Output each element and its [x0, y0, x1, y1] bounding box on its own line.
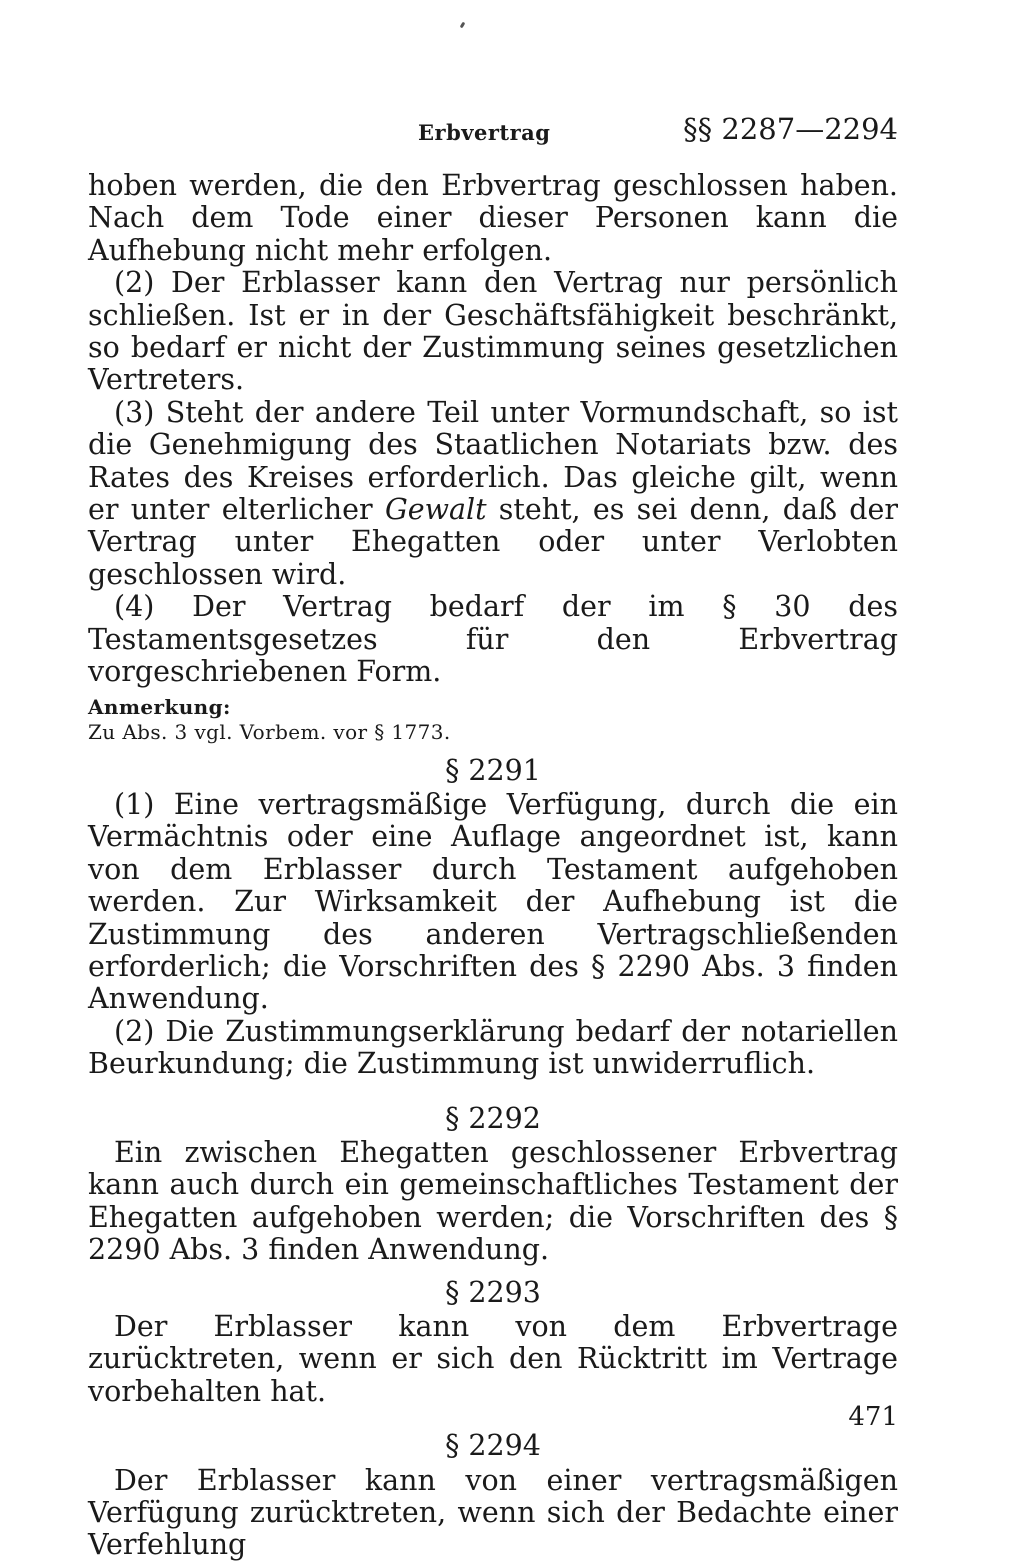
running-header	[88, 112, 898, 156]
paragraph-2292: Ein zwischen Ehegatten geschlossener Erbvertrag kann auch durch ein gemeinschaftliches Testament der Ehegatten aufgehoben werden; die Vorschriften des § 2290 Abs. 3 finden Anwendung.	[88, 1135, 898, 1267]
note-text: Zu Abs. 3 vgl. Vorbem. vor § 1773.	[88, 719, 451, 744]
header-section-range: §§ 2287—2294	[683, 112, 898, 146]
paragraph-2291-abs-1: (1) Eine vertragsmäßige Verfügung, durch die ein Vermächtnis oder eine Auflage angeordnet ist, kann von dem Erblasser durch Testament aufgehoben werden. Zur Wirksamkeit der Aufhebung ist die Zustimmung des anderen Vertragschließenden erforderlich; die Vorschriften des § 2290 Abs. 3 finden Anwendung.	[88, 787, 898, 1016]
paragraph-2294: Der Erblasser kann von einer vertragsmäßigen Verfügung zurücktreten, wenn sich der Bedachte einer Verfehlung	[88, 1463, 898, 1562]
paragraph-2291-abs-2: (2) Die Zustimmungserklärung bedarf der notariellen Beurkundung; die Zustimmung ist unwiderruflich.	[88, 1014, 898, 1081]
section-heading-2291: § 2291	[445, 753, 541, 787]
paragraph-2290-abs-2: (2) Der Erblasser kann den Vertrag nur persönlich schließen. Ist er in der Geschäftsfähigkeit beschränkt, so bedarf er nicht der Zustimmung seines gesetzlichen Vertreters.	[88, 266, 898, 397]
section-heading-2292: § 2292	[445, 1101, 541, 1135]
note-heading: Anmerkung:	[88, 694, 231, 719]
paragraph-text: steht, es sei denn, daß der Vertrag unter Ehegatten oder unter Verlobten geschlossen wird.	[88, 493, 898, 591]
paragraph-2290-abs-4: (4) Der Vertrag bedarf der im § 30 des Testamentsgesetzes für den Erbvertrag vorgeschriebenen Form.	[88, 590, 898, 689]
page-body	[88, 170, 898, 1562]
paragraph-2290-abs-3	[88, 397, 898, 591]
page-number: 471	[848, 1402, 898, 1432]
emphasis-word: Gewalt	[384, 493, 487, 527]
section-heading-2293: § 2293	[445, 1275, 541, 1309]
paragraph-2293: Der Erblasser kann von dem Erbvertrage zurücktreten, wenn er sich den Rücktritt im Vertrage vorbehalten hat.	[88, 1310, 898, 1408]
paragraph-text: (3) Steht der andere Teil unter Vormundschaft, so ist die Genehmigung des Staatlichen Notariats bzw. des Rates des Kreises erforderlich. Das gleiche gilt, wenn er unter elterlicher	[88, 395, 898, 527]
paragraph-continuation: hoben werden, die den Erbvertrag geschlossen haben. Nach dem Tode einer dieser Personen kann die Aufhebung nicht mehr erfolgen.	[88, 169, 898, 267]
section-heading-2294: § 2294	[445, 1429, 541, 1463]
header-title: Erbvertrag	[418, 120, 551, 145]
ink-speck	[460, 22, 466, 29]
